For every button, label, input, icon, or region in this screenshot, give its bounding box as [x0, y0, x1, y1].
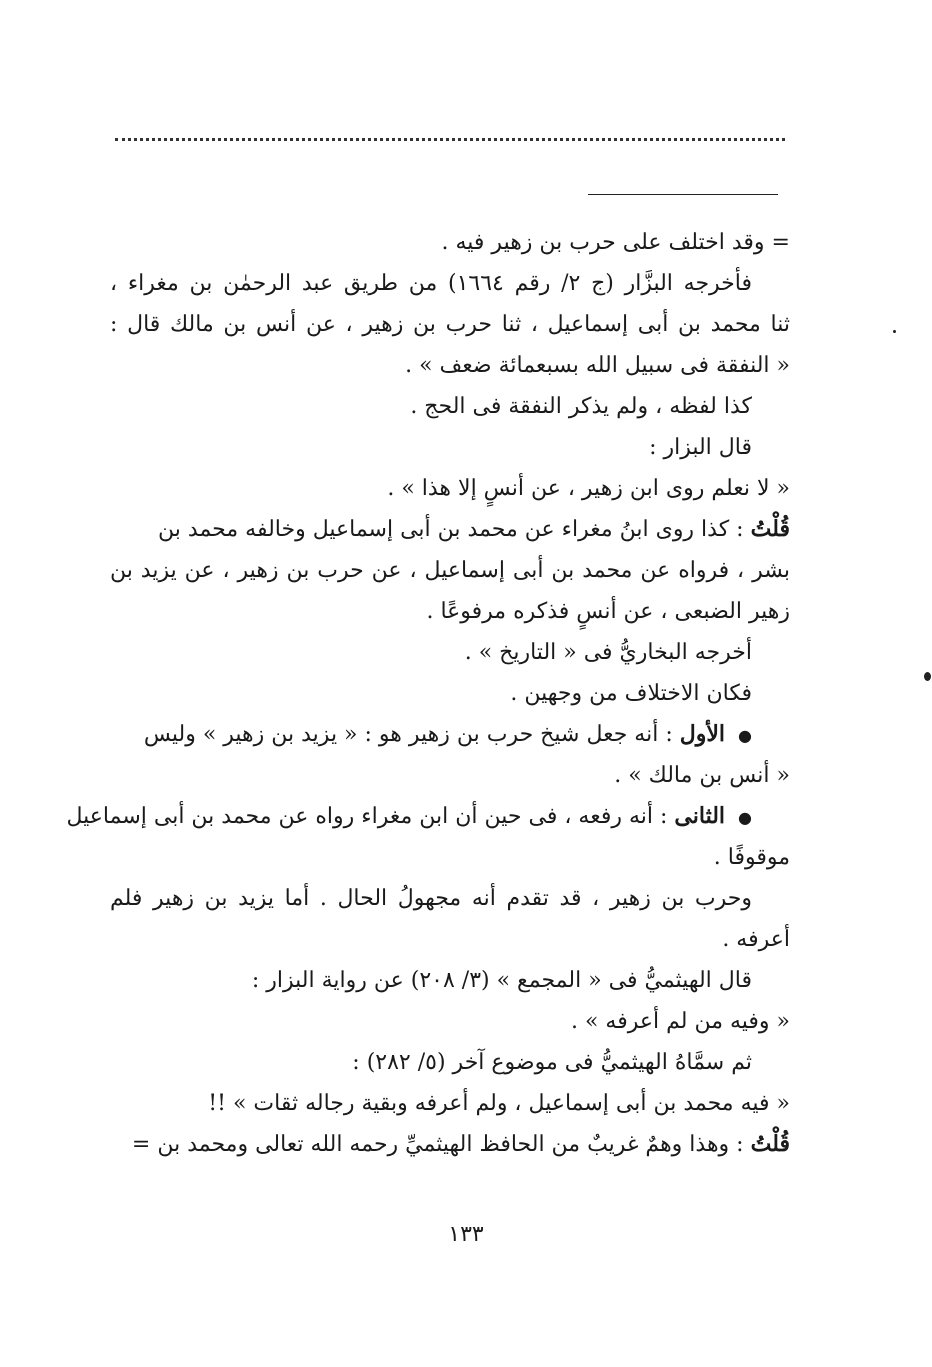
text-span: : أنه جعل شيخ حرب بن زهير هو : « يزيد بن زهير » وليس: [143, 722, 673, 747]
scan-speck: [893, 330, 896, 333]
bullet-icon: ●: [738, 808, 752, 827]
dotted-separator: [115, 138, 785, 141]
text-line: [66, 796, 790, 837]
text-line: زهير الضبعى ، عن أنسٍ فذكره مرفوعًا .: [426, 599, 790, 624]
text-line: موقوفًا .: [713, 845, 790, 870]
text-line: أخرجه البخاريُّ فى « التاريخ » .: [464, 640, 752, 665]
text-span: : أنه رفعه ، فى حين أن ابن مغراء رواه عن محمد بن أبى إسماعيل: [66, 804, 668, 829]
text-line: كذا لفظه ، ولم يذكر النفقة فى الحج .: [410, 394, 752, 419]
qultu-heading: قُلْتُ: [750, 516, 790, 542]
text-line: فكان الاختلاف من وجهين .: [510, 681, 752, 706]
text-line: فأخرجه البزَّار (ج ٢/ رقم ١٦٦٤) من طريق عبد الرحمٰن بن مغراء ،: [110, 271, 752, 296]
text-line: « أنس بن مالك » .: [614, 763, 790, 788]
text-line: أعرفه .: [722, 927, 790, 952]
bullet-icon: ●: [738, 726, 752, 745]
text-line: « وفيه من لم أعرفه » .: [570, 1009, 790, 1034]
text-line: [110, 714, 790, 755]
page-number: ١٣٣: [448, 1222, 484, 1247]
text-line: ثنا محمد بن أبى إسماعيل ، ثنا حرب بن زهير ، عن أنس بن مالك قال :: [110, 312, 790, 337]
text-line: « لا نعلم روى ابن زهير ، عن أنسٍ إلا هذا » .: [387, 476, 790, 501]
text-line: قال البزار :: [649, 435, 752, 460]
text-line: وحرب بن زهير ، قد تقدم أنه مجهولُ الحال . أما يزيد بن زهير فلم: [110, 886, 752, 911]
text-line: « النفقة فى سبيل الله بسبعمائة ضعف » .: [405, 353, 790, 378]
text-line: بشر ، فرواه عن محمد بن أبى إسماعيل ، عن حرب بن زهير ، عن يزيد بن: [110, 558, 790, 583]
text-line: [110, 1124, 790, 1165]
second-point-heading: الثانى: [674, 803, 726, 829]
text-line: « فيه محمد بن أبى إسماعيل ، ولم أعرفه وبقية رجاله ثقات » !!: [208, 1091, 790, 1116]
text-line: = وقد اختلف على حرب بن زهير فيه .: [441, 230, 790, 255]
text-line: قال الهيثميُّ فى « المجمع » (٣/ ٢٠٨) عن رواية البزار :: [251, 968, 752, 993]
text-line: [110, 509, 790, 550]
first-point-heading: الأول: [679, 721, 726, 747]
text-span: : كذا روى ابنُ مغراء عن محمد بن أبى إسماعيل وخالفه محمد بن: [158, 517, 744, 542]
text-span: : وهذا وهمٌ غريبٌ من الحافظ الهيثميِّ رحمه الله تعالى ومحمد بن =: [131, 1132, 744, 1157]
qultu-heading: قُلْتُ: [750, 1131, 790, 1157]
footnote-rule: [588, 194, 778, 195]
text-line: ثم سمَّاهُ الهيثميُّ فى موضوع آخر (٥/ ٢٨٢) :: [352, 1050, 752, 1075]
footnote-text: [66, 222, 790, 1165]
scan-speck: [924, 672, 931, 681]
